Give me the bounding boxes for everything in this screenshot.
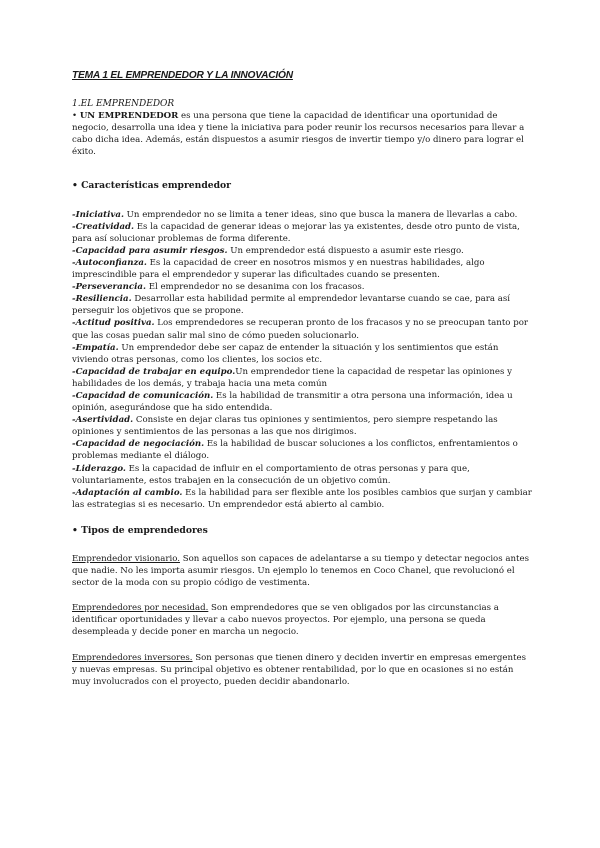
trait-text: Los emprendedores se recuperan pronto de los fracasos y no se preocupan tanto por que las cosas puedan salir mal sino de cómo pueden solucionarlo.	[72, 318, 528, 341]
trait-item	[72, 414, 532, 438]
trait-item	[72, 342, 532, 366]
intro-term: UN EMPRENDEDOR	[79, 111, 179, 122]
trait-text: Es la capacidad de influir en el comportamiento de otras personas y para que, voluntariamente, estos trabajen en la consecución de un objetivo común.	[72, 463, 470, 486]
trait-item	[72, 257, 532, 281]
trait-term: -Capacidad de trabajar en equipo.	[72, 366, 236, 377]
type-term: Emprendedores por necesidad.	[72, 603, 209, 614]
trait-term: -Capacidad de negociación.	[72, 439, 205, 450]
type-item	[72, 652, 532, 688]
type-term: Emprendedor visionario.	[72, 554, 180, 564]
trait-text: Es la habilidad para ser flexible ante los posibles cambios que surjan y cambiar las estrategias si es necesario. Un emprendedor está abierto al cambio.	[72, 487, 532, 510]
trait-item	[72, 221, 532, 245]
document-title: TEMA 1 EL EMPRENDEDOR Y LA INNOVACIÓN	[72, 70, 293, 81]
trait-term: -Liderazgo.	[72, 463, 126, 474]
type-text: Son emprendedores que se ven obligados por las circunstancias a identificar oportunidades y llevar a cabo nuevos proyectos. Por ejemplo, una persona se queda desempleada y decide poner en marcha un negocio.	[72, 603, 499, 638]
trait-term: -Creatividad.	[72, 221, 135, 232]
trait-term: -Capacidad para asumir riesgos.	[72, 245, 228, 256]
trait-term: -Capacidad de comunicación.	[72, 390, 214, 401]
intro-bullet: •	[72, 111, 80, 122]
type-term: Emprendedores inversores.	[72, 652, 193, 663]
trait-item	[72, 366, 532, 390]
trait-text: Es la capacidad de creer en nosotros mismos y en nuestras habilidades, algo imprescindible para el emprendedor y superar las dificultades cuando se presenten.	[72, 257, 485, 281]
trait-text: Un emprendedor no se limita a tener ideas, sino que busca la manera de llevarlas a cabo.	[123, 209, 518, 220]
trait-item	[72, 245, 532, 257]
trait-item	[72, 487, 532, 511]
trait-text: Es la habilidad de transmitir a otra persona una información, idea u opinión, asegurándose que ha sido entendida.	[72, 390, 513, 414]
type-text: Son aquellos son capaces de adelantarse a su tiempo y detectar negocios antes que nadie. No les importa asumir riesgos. Un ejemplo lo tenemos en Coco Chanel, que revolucionó el sector de la moda con su propio código de vestimenta.	[72, 554, 529, 589]
trait-item	[72, 390, 532, 414]
trait-text: El emprendedor no se desanima con los fracasos.	[145, 282, 365, 293]
trait-text: Desarrollar esta habilidad permite al emprendedor levantarse cuando se cae, para así perseguir los objetivos que se propone.	[72, 294, 511, 317]
traits-list	[72, 209, 532, 511]
characteristics-heading: • Características emprendedor	[72, 180, 231, 192]
trait-text: Consiste en dejar claras tus opiniones y sentimientos, pero siempre respetando las opiniones y sentimientos de las personas a las que nos dirigimos.	[72, 415, 498, 438]
trait-item	[72, 281, 532, 293]
trait-term: -Adaptación al cambio.	[72, 487, 183, 498]
intro-paragraph	[72, 110, 532, 158]
trait-term: -Asertividad.	[72, 415, 134, 426]
type-item	[72, 553, 532, 589]
trait-item	[72, 209, 532, 221]
trait-term: -Iniciativa.	[72, 209, 124, 220]
trait-item	[72, 317, 532, 341]
trait-item	[72, 438, 532, 462]
trait-term: -Actitud positiva.	[72, 318, 155, 329]
section-subheading: 1.EL EMPRENDEDOR	[72, 99, 175, 110]
trait-term: -Resiliencia.	[72, 294, 132, 305]
trait-term: -Perseverancia.	[72, 282, 146, 293]
trait-text: Un emprendedor debe ser capaz de entender la situación y los sentimientos que están viviendo otras personas, como los clientes, los socios etc.	[72, 342, 499, 365]
types-heading: • Tipos de emprendedores	[72, 524, 208, 536]
trait-text: Un emprendedor tiene la capacidad de respetar las opiniones y habilidades de los demás, y trabaja hacia una meta común	[72, 366, 512, 389]
trait-item	[72, 293, 532, 317]
intro-text: es una persona que tiene la capacidad de identificar una oportunidad de negocio, desarrolla una idea y tiene la iniciativa para poder reunir los recursos necesarios para llevar a cabo dicha idea. Además, están dispuestos a asumir riesgos de invertir tiempo y/o dinero para lograr el éxito.	[72, 111, 525, 158]
trait-term: -Autoconfianza.	[72, 257, 147, 268]
trait-text: Un emprendedor está dispuesto a asumir este riesgo.	[227, 245, 464, 256]
trait-item	[72, 463, 532, 487]
trait-term: -Empatía.	[72, 342, 119, 353]
type-item	[72, 602, 532, 638]
trait-text: Es la capacidad de generar ideas o mejorar las ya existentes, desde otro punto de vista, para así solucionar problemas de forma diferente.	[72, 221, 520, 244]
type-text: Son personas que tienen dinero y deciden invertir en empresas emergentes y nuevas empresas. Su principal objetivo es obtener rentabilidad, por lo que en ocasiones si no están muy involucrados con el proyecto, pueden decidir abandonarlo.	[72, 652, 526, 687]
trait-text: Es la habilidad de buscar soluciones a los conflictos, enfrentamientos o problemas mediante el diálogo.	[72, 439, 518, 462]
document-content	[72, 70, 532, 701]
types-list	[72, 553, 532, 688]
